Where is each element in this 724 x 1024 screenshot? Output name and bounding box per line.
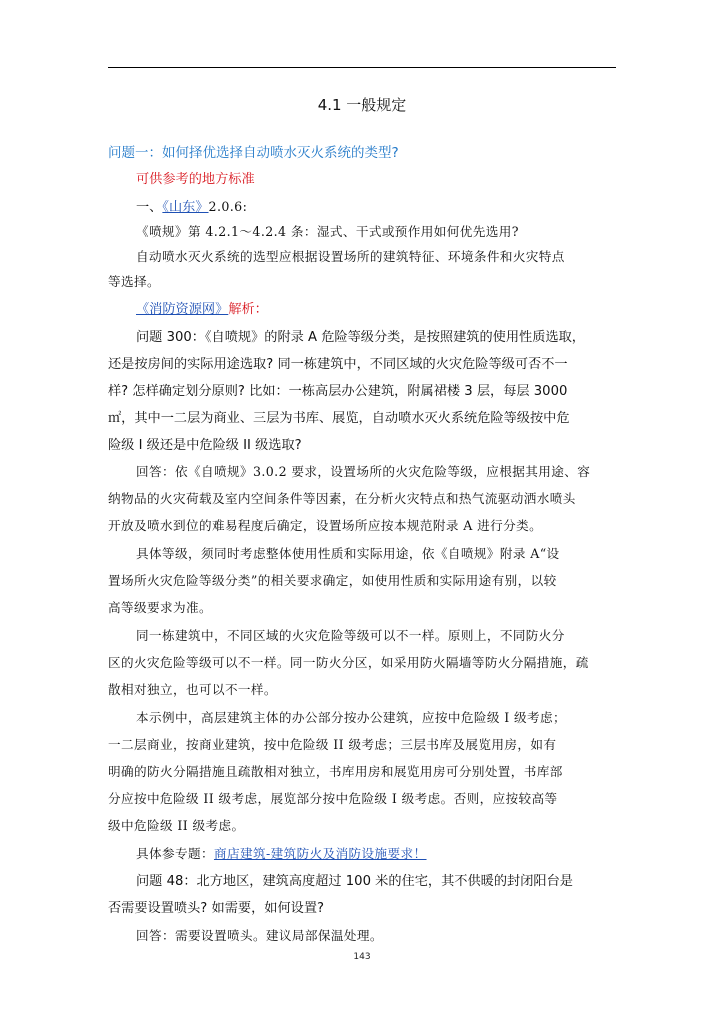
q300-line: 问题 300：《自喷规》的附录 A 危险等级分类，是按照建筑的使用性质选取，	[136, 330, 585, 345]
answer-line: 分应按中危险级 II 级考虑，展览部分按中危险级 I 级考虑。否则，应按较高等	[108, 791, 558, 806]
shandong-clause	[136, 198, 247, 217]
local-standard-heading: 可供参考的地方标准	[136, 172, 255, 187]
answer-line: 高等级要求为准。	[108, 600, 212, 615]
answer-line: 纳物品的火灾荷载及室内空间条件等因素，在分析火灾特点和热气流驱动洒水喷头	[108, 491, 576, 506]
section-title: 4.1 一般规定	[317, 96, 407, 114]
topic-prefix: 具体参专题：	[136, 846, 214, 861]
q300-line: 还是按房间的实际用途选取? 同一栋建筑中，不同区域的火灾危险等级可否不一	[108, 357, 568, 372]
source-link[interactable]: 《消防资源网》	[136, 302, 229, 317]
answer-line: 开放及喷水到位的难易程度后确定，设置场所应按本规范附录 A 进行分类。	[108, 518, 543, 533]
source-heading	[136, 301, 268, 319]
answer-line: 回答：依《自喷规》3.0.2 要求，设置场所的火灾危险等级，应根据其用途、容	[136, 464, 591, 479]
answer-line: 区的火灾危险等级可以不一样。同一防火分区，如采用防火隔墙等防火分隔措施，疏	[108, 655, 589, 670]
q48-line: 否需要设置喷头? 如需要，如何设置?	[108, 901, 325, 916]
answer-line: 散相对独立，也可以不一样。	[108, 682, 277, 697]
shandong-text-line: 等选择。	[108, 274, 160, 289]
answer-line: 同一栋建筑中，不同区域的火灾危险等级可以不一样。原则上，不同防火分	[136, 628, 565, 643]
q300-line: ㎡，其中一二层为商业、三层为书库、展览，自动喷水灭火系统危险等级按中危	[108, 411, 570, 426]
q300-line: 险级 I 级还是中危险级 II 级选取?	[108, 438, 302, 453]
question-heading: 问题一：如何择优选择自动喷水灭火系统的类型?	[108, 145, 399, 161]
topic-link[interactable]: 商店建筑-建筑防火及消防设施要求！	[213, 846, 427, 861]
answer-line: 明确的防火分隔措施且疏散相对独立，书库用房和展览用房可分别处置，书库部	[108, 764, 563, 779]
topic-reference	[136, 845, 427, 863]
page-number: 143	[353, 952, 371, 962]
shandong-text-line: 《喷规》第 4.2.1～4.2.4 条：湿式、干式或预作用如何优先选用?	[136, 224, 519, 239]
answer-line: 一二层商业，按商业建筑，按中危险级 II 级考虑；三层书库及展览用房，如有	[108, 737, 557, 752]
shandong-suffix: 2.0.6:	[208, 199, 248, 214]
answer-line: 置场所火灾危险等级分类”的相关要求确定，如使用性质和实际用途有别，以较	[108, 573, 557, 588]
q300-line: 样? 怎样确定划分原则? 比如：一栋高层办公建筑，附属裙楼 3 层，每层 3000	[108, 384, 568, 399]
shandong-link[interactable]: 《山东》	[162, 200, 209, 215]
answer-line: 具体等级，须同时考虑整体使用性质和实际用途，依《自喷规》附录 A“设	[136, 546, 560, 561]
answer-line: 本示例中，高层建筑主体的办公部分按办公建筑，应按中危险级 I 级考虑；	[136, 710, 566, 725]
header-rule	[108, 67, 616, 68]
shandong-prefix: 一、	[136, 200, 163, 215]
q48-answer: 回答：需要设置喷头。建议局部保温处理。	[136, 928, 383, 943]
shandong-text-line: 自动喷水灭火系统的选型应根据设置场所的建筑特征、环境条件和火灾特点	[136, 249, 565, 264]
answer-line: 级中危险级 II 级考虑。	[108, 818, 245, 833]
source-suffix: 解析：	[228, 302, 268, 317]
q48-line: 问题 48：北方地区，建筑高度超过 100 米的住宅，其不供暖的封闭阳台是	[136, 874, 573, 889]
